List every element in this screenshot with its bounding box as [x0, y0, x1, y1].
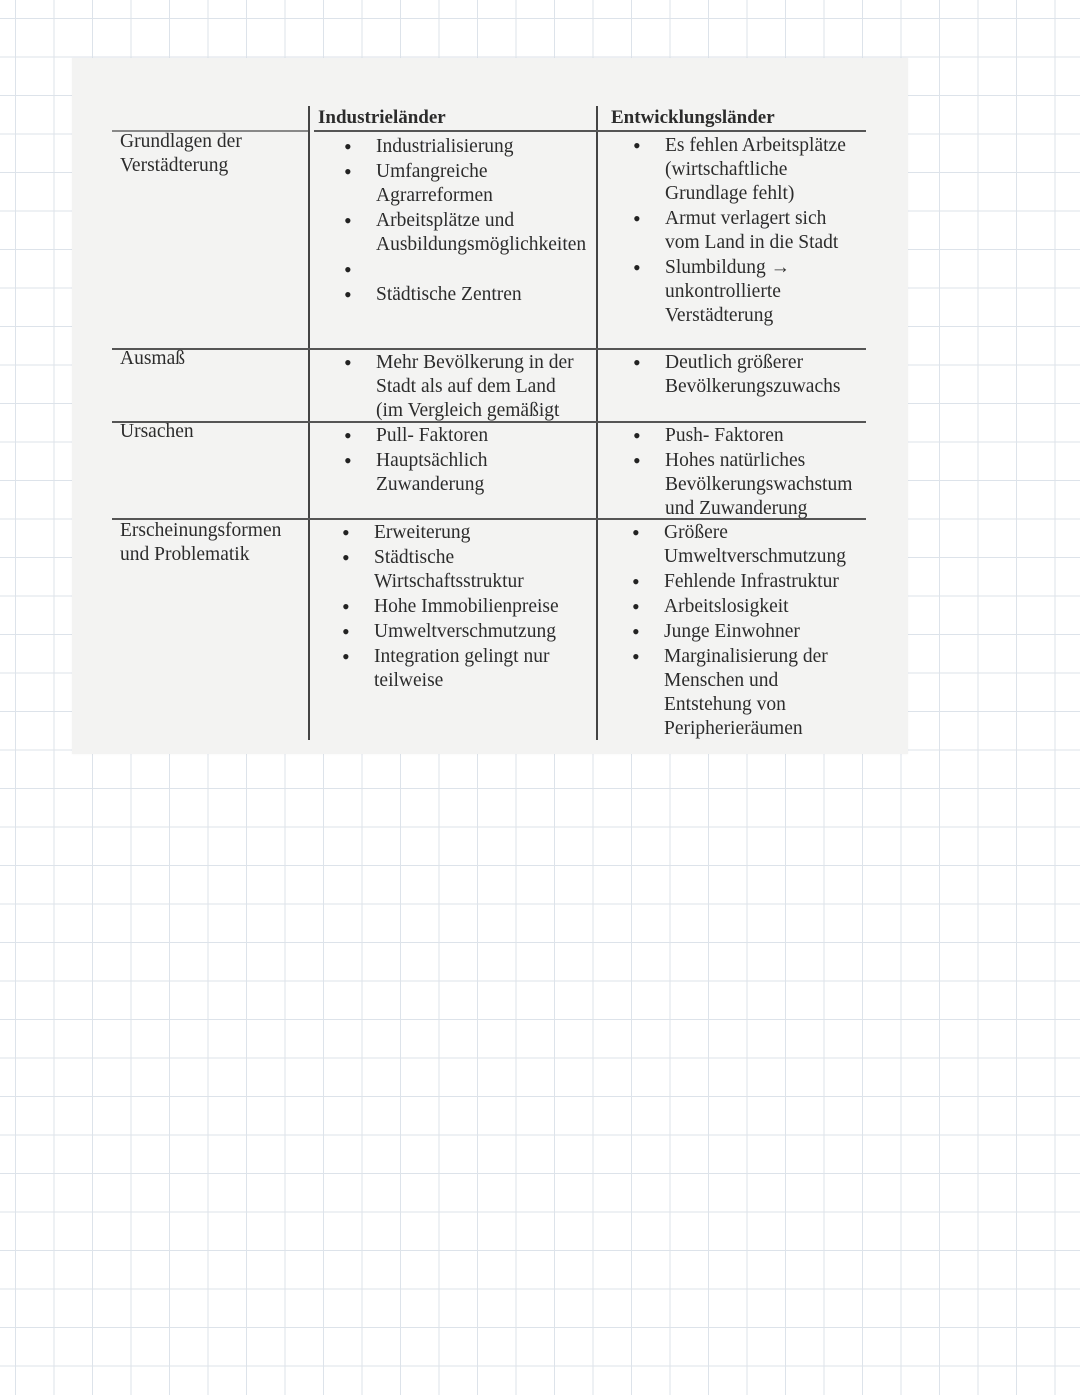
header-rule [314, 130, 866, 132]
list-item: • Hauptsächlich Zuwanderung [338, 449, 594, 497]
row-label-grundlagen: Grundlagen der Verstädterung [120, 131, 242, 176]
row-label-erscheinungsformen: Erscheinungsformen und Problematik [120, 520, 282, 565]
row-2-developing-list [627, 351, 867, 400]
list-item: • Hohe Immobilienpreise [336, 595, 594, 619]
list-item: • Umfangreiche Agrarreformen [338, 160, 594, 208]
row-label-ursachen: Ursachen [120, 421, 194, 442]
list-item: • Städtische Wirtschaftsstruktur [336, 546, 594, 594]
row-rule-2 [112, 348, 866, 350]
row-1-industrial-list [338, 135, 594, 308]
list-item: • Es fehlen Arbeitsplätze (wirtschaftliche Grundlage fehlt) [627, 134, 867, 206]
row-3-industrial-list [338, 424, 594, 498]
row-1-developing-list [627, 134, 867, 329]
column-divider-right [596, 106, 598, 740]
column-divider-left [308, 106, 310, 740]
list-item: • Marginalisierung der Menschen und Entstehung von Peripherieräumen [626, 645, 876, 741]
row-label-ausmass: Ausmaß [120, 348, 185, 369]
list-item: • Industrialisierung [338, 135, 594, 159]
list-item: • Junge Einwohner [626, 620, 876, 644]
list-item: • Erweiterung [336, 521, 594, 545]
row-4-developing-list [626, 521, 876, 742]
list-item: • Pull- Faktoren [338, 424, 594, 448]
row-4-industrial-list [336, 521, 594, 694]
list-item: • Slumbildung → unkontrollierte Verstädterung [627, 256, 867, 328]
list-item: • Push- Faktoren [627, 424, 877, 448]
list-item: • Arbeitsplätze und Ausbildungsmöglichkeiten [338, 209, 594, 257]
list-item: • Deutlich größerer Bevölkerungszuwachs [627, 351, 867, 399]
list-item: • Mehr Bevölkerung in der Stadt als auf dem Land (im Vergleich gemäßigt [338, 351, 594, 423]
row-3-developing-list [627, 424, 877, 522]
list-item: • Hohes natürliches Bevölkerungswachstum und Zuwanderung [627, 449, 877, 521]
row-2-industrial-list [338, 351, 594, 424]
list-item: • Größere Umweltverschmutzung [626, 521, 876, 569]
list-item: • Umweltverschmutzung [336, 620, 594, 644]
list-item: • Städtische Zentren [338, 283, 594, 307]
list-item: • Armut verlagert sich vom Land in die Stadt [627, 207, 867, 255]
list-spacer [338, 258, 594, 282]
list-item: • Fehlende Infrastruktur [626, 570, 876, 594]
list-item: • Integration gelingt nur teilweise [336, 645, 594, 693]
header-industrial: Industrieländer [318, 107, 446, 128]
scanned-table-sheet [72, 58, 908, 754]
header-developing: Entwicklungsländer [611, 107, 775, 128]
list-item: • Arbeitslosigkeit [626, 595, 876, 619]
